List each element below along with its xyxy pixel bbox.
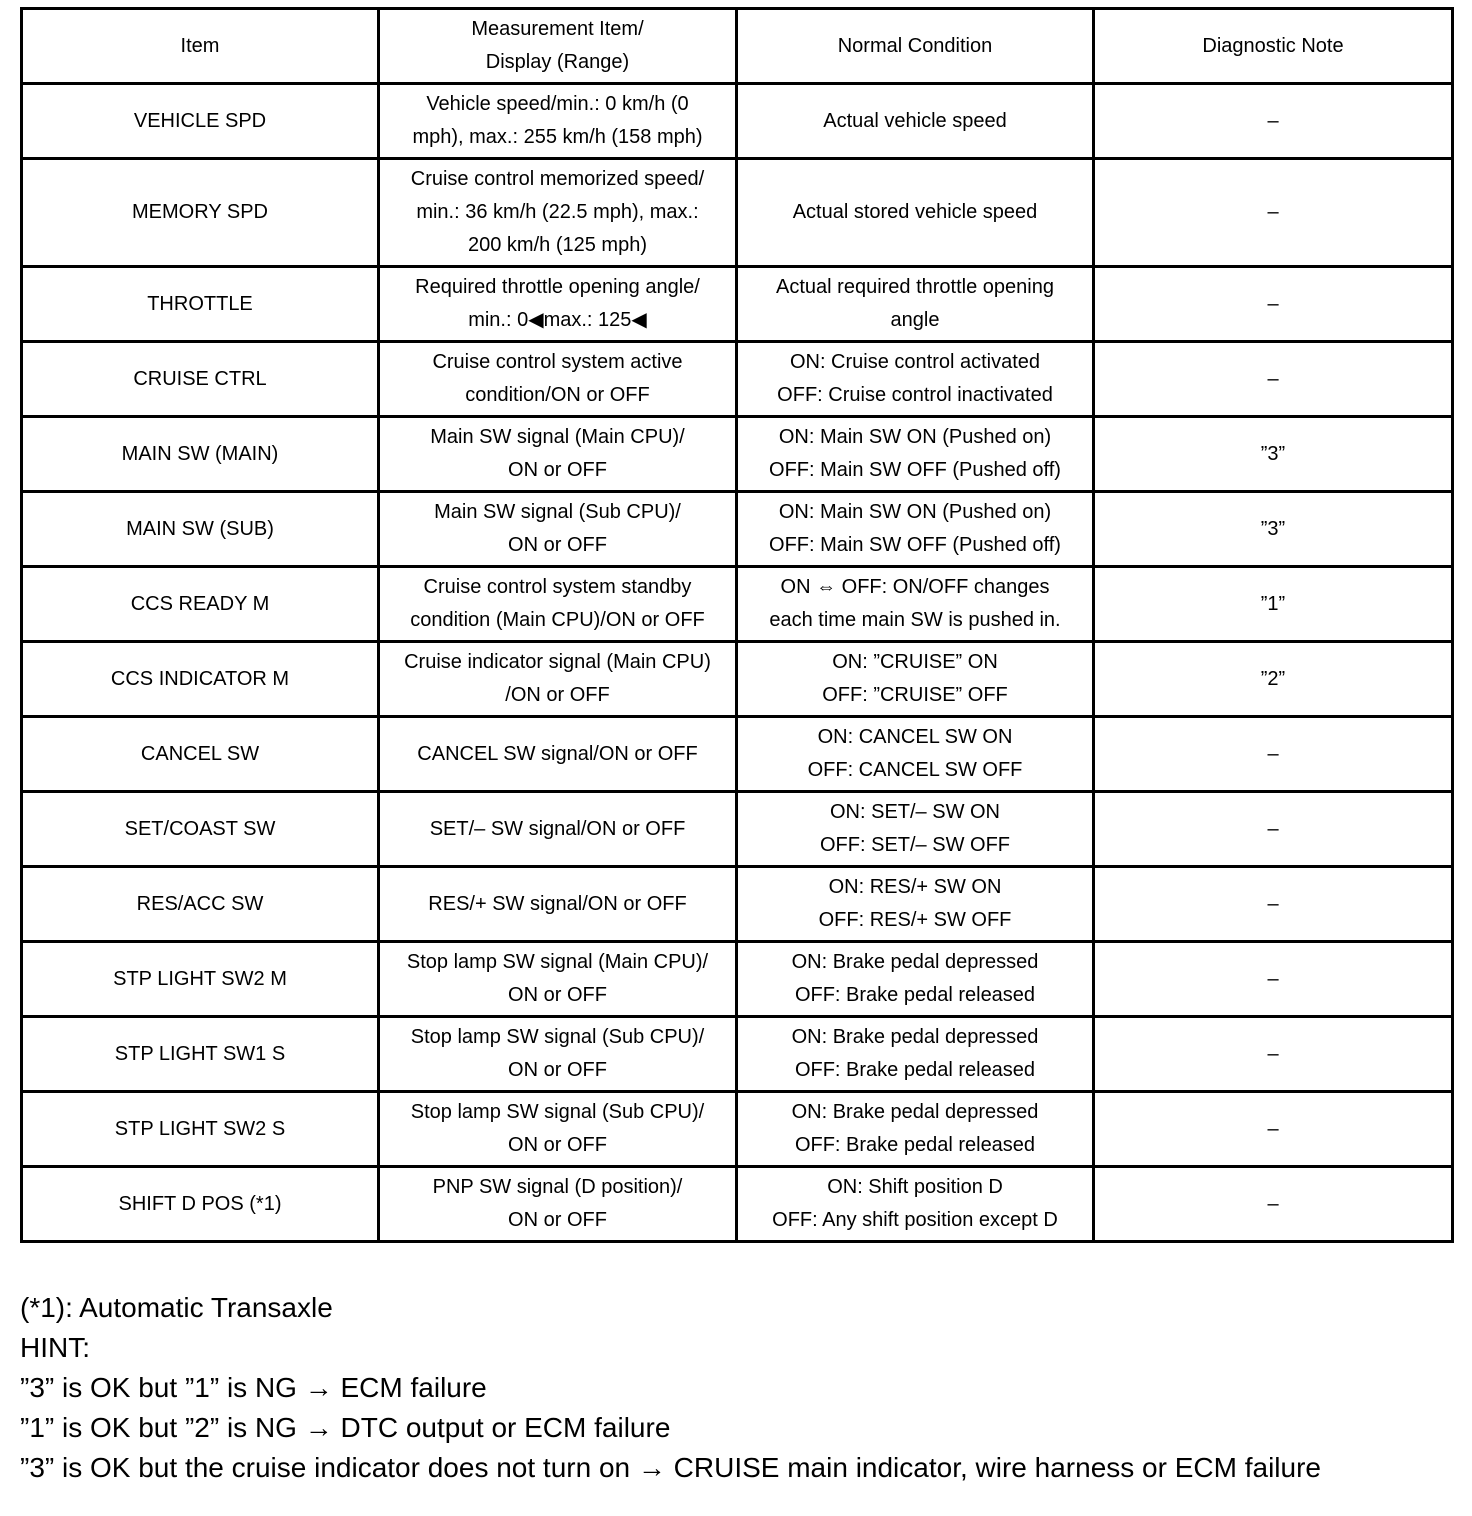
cell-normal-condition: ON: Main SW ON (Pushed on) OFF: Main SW OFF (Pushed off) [737,492,1094,567]
cell-normal-condition: ON: Brake pedal depressed OFF: Brake pedal released [737,1092,1094,1167]
cell-normal-condition: Actual vehicle speed [737,84,1094,159]
table-row [22,567,1453,642]
cell-diagnostic-note: – [1094,867,1453,942]
cell-item: CANCEL SW [22,717,379,792]
cell-measurement: Stop lamp SW signal (Sub CPU)/ ON or OFF [379,1092,737,1167]
cell-item: CRUISE CTRL [22,342,379,417]
cell-measurement: Cruise control memorized speed/ min.: 36 km/h (22.5 mph), max.: 200 km/h (125 mph) [379,159,737,267]
cell-diagnostic-note: ”2” [1094,642,1453,717]
table-row [22,417,1453,492]
cell-normal-condition: ON: RES/+ SW ON OFF: RES/+ SW OFF [737,867,1094,942]
cell-item: MAIN SW (MAIN) [22,417,379,492]
hint-line: ”3” is OK but ”1” is NG → ECM failure [20,1372,487,1403]
cell-measurement: SET/– SW signal/ON or OFF [379,792,737,867]
cell-measurement: Stop lamp SW signal (Main CPU)/ ON or OFF [379,942,737,1017]
table-row [22,867,1453,942]
cell-measurement: Cruise control system active condition/ON or OFF [379,342,737,417]
table-row [22,717,1453,792]
cell-normal-condition: ON: Cruise control activated OFF: Cruise control inactivated [737,342,1094,417]
cell-diagnostic-note: – [1094,1017,1453,1092]
cell-normal-condition: Actual required throttle opening angle [737,267,1094,342]
cell-normal-condition: ON ⇔ OFF: ON/OFF changes each time main SW is pushed in. [737,567,1094,642]
cell-item: SET/COAST SW [22,792,379,867]
cell-item: CCS INDICATOR M [22,642,379,717]
cell-item: SHIFT D POS (*1) [22,1167,379,1242]
table-row [22,1017,1453,1092]
cell-item: RES/ACC SW [22,867,379,942]
cell-normal-condition: ON: Main SW ON (Pushed on) OFF: Main SW OFF (Pushed off) [737,417,1094,492]
cell-measurement: Vehicle speed/min.: 0 km/h (0 mph), max.: 255 km/h (158 mph) [379,84,737,159]
table-header-row [22,9,1453,84]
cell-diagnostic-note: – [1094,942,1453,1017]
cell-measurement: RES/+ SW signal/ON or OFF [379,867,737,942]
cell-item: CCS READY M [22,567,379,642]
table-row [22,792,1453,867]
cell-item: STP LIGHT SW2 M [22,942,379,1017]
hint-line: ”3” is OK but the cruise indicator does not turn on → CRUISE main indicator, wire harness or ECM failure [20,1452,1321,1483]
footnote-automatic-transaxle: (*1): Automatic Transaxle [20,1292,333,1323]
cell-measurement: Main SW signal (Main CPU)/ ON or OFF [379,417,737,492]
hint-label: HINT: [20,1332,90,1363]
cell-measurement: Stop lamp SW signal (Sub CPU)/ ON or OFF [379,1017,737,1092]
header-normal-condition: Normal Condition [737,9,1094,84]
cell-item: STP LIGHT SW2 S [22,1092,379,1167]
cell-measurement: PNP SW signal (D position)/ ON or OFF [379,1167,737,1242]
cell-diagnostic-note: – [1094,159,1453,267]
cell-item: MAIN SW (SUB) [22,492,379,567]
cell-diagnostic-note: – [1094,342,1453,417]
cell-normal-condition: ON: Brake pedal depressed OFF: Brake pedal released [737,942,1094,1017]
table-row [22,1167,1453,1242]
cell-measurement: Cruise indicator signal (Main CPU) /ON or OFF [379,642,737,717]
cell-item: MEMORY SPD [22,159,379,267]
cell-normal-condition: Actual stored vehicle speed [737,159,1094,267]
header-item: Item [22,9,379,84]
cell-diagnostic-note: – [1094,1092,1453,1167]
cell-diagnostic-note: – [1094,1167,1453,1242]
cell-normal-condition: ON: ”CRUISE” ON OFF: ”CRUISE” OFF [737,642,1094,717]
cell-diagnostic-note: – [1094,267,1453,342]
table-row [22,1092,1453,1167]
cell-normal-condition: ON: CANCEL SW ON OFF: CANCEL SW OFF [737,717,1094,792]
cell-measurement: Main SW signal (Sub CPU)/ ON or OFF [379,492,737,567]
cell-item: VEHICLE SPD [22,84,379,159]
cell-measurement: Cruise control system standby condition (Main CPU)/ON or OFF [379,567,737,642]
cell-diagnostic-note: ”3” [1094,492,1453,567]
cell-normal-condition: ON: SET/– SW ON OFF: SET/– SW OFF [737,792,1094,867]
cell-diagnostic-note: – [1094,84,1453,159]
table-row [22,84,1453,159]
header-diagnostic-note: Diagnostic Note [1094,9,1453,84]
table-row [22,267,1453,342]
cell-normal-condition: ON: Shift position D OFF: Any shift position except D [737,1167,1094,1242]
table-row [22,492,1453,567]
cell-diagnostic-note: ”3” [1094,417,1453,492]
cell-normal-condition: ON: Brake pedal depressed OFF: Brake pedal released [737,1017,1094,1092]
table-row [22,342,1453,417]
header-measurement-item: Measurement Item/ Display (Range) [379,9,737,84]
cell-measurement: Required throttle opening angle/ min.: 0◀max.: 125◀ [379,267,737,342]
hint-line: ”1” is OK but ”2” is NG → DTC output or ECM failure [20,1412,671,1443]
notes-section [20,1288,1321,1488]
cell-item: STP LIGHT SW1 S [22,1017,379,1092]
table-row [22,642,1453,717]
cell-measurement: CANCEL SW signal/ON or OFF [379,717,737,792]
table-row [22,942,1453,1017]
diagnostic-data-table [20,7,1454,1243]
cell-item: THROTTLE [22,267,379,342]
cell-diagnostic-note: ”1” [1094,567,1453,642]
table-row [22,159,1453,267]
cell-diagnostic-note: – [1094,717,1453,792]
cell-diagnostic-note: – [1094,792,1453,867]
